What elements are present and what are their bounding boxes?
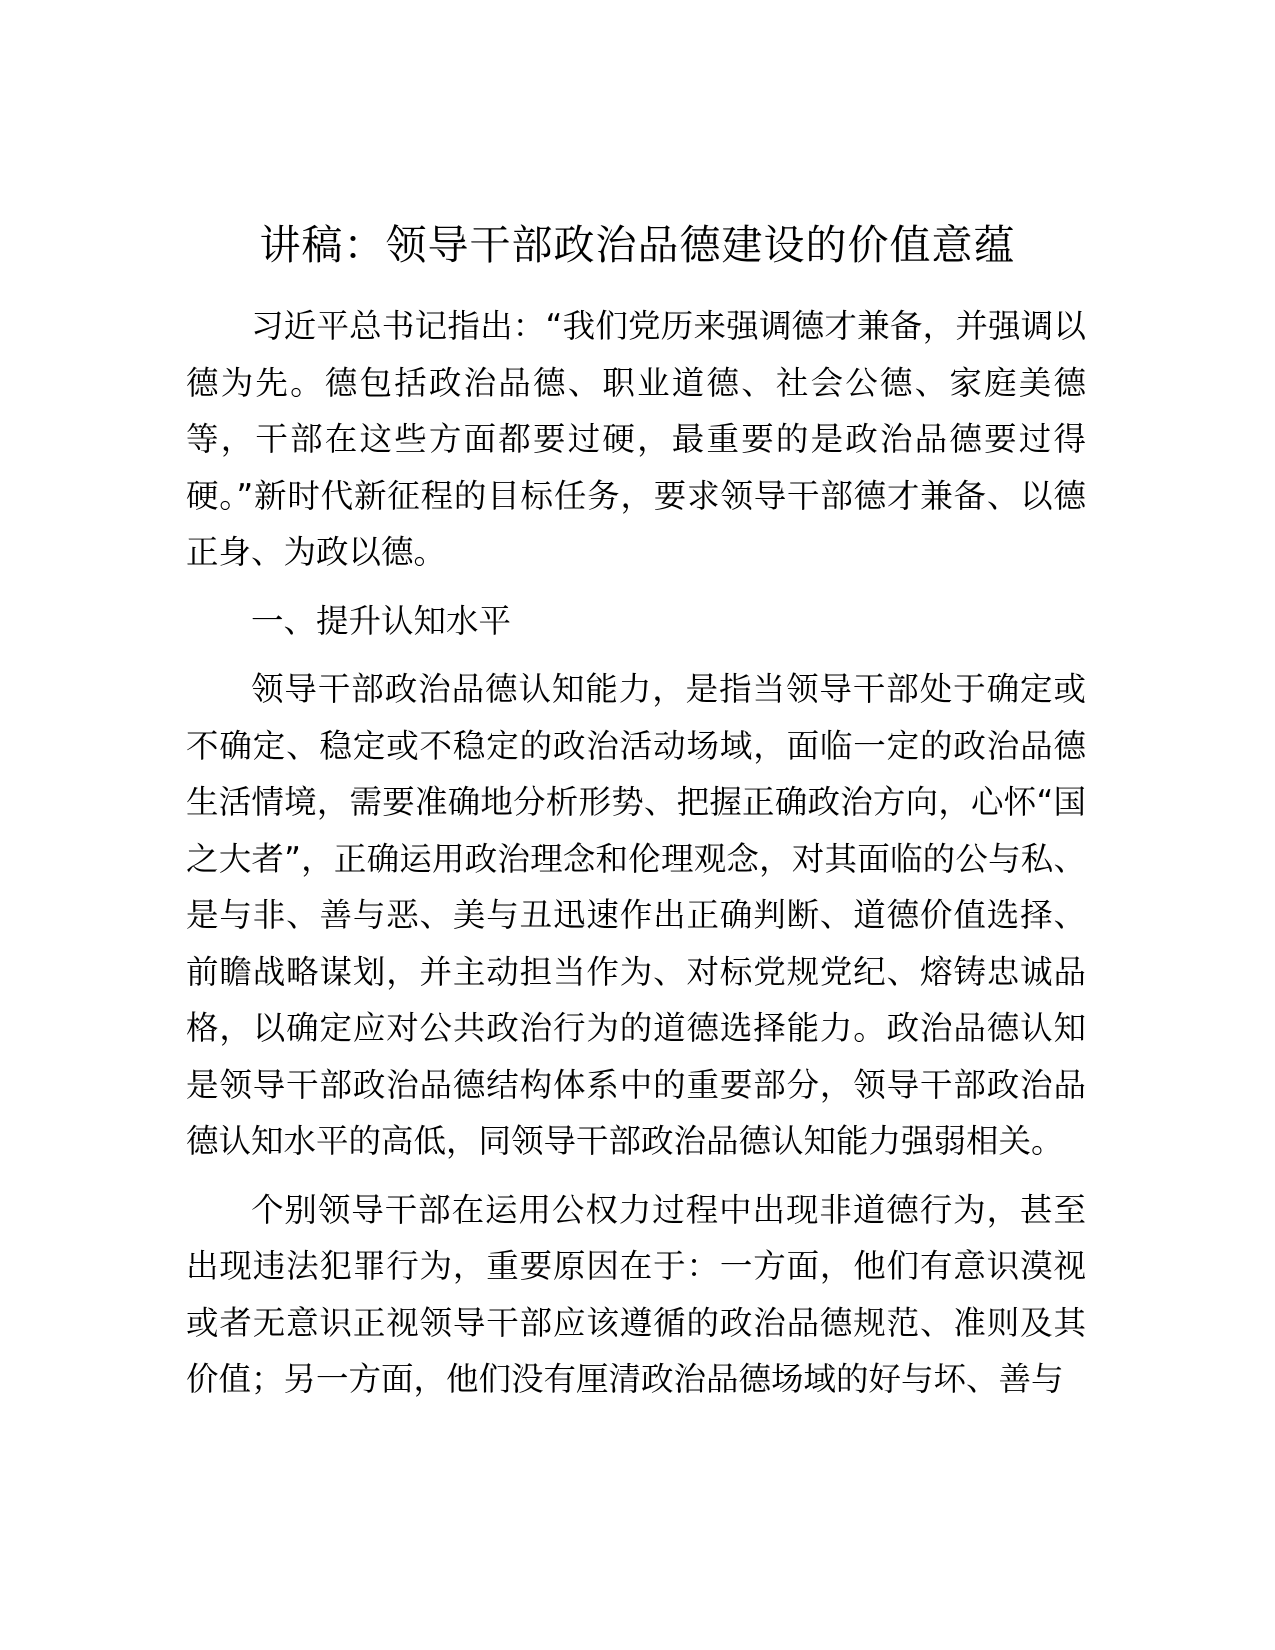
section-heading-1: 一、提升认知水平 — [251, 601, 512, 640]
document-title: 讲稿：领导干部政治品德建设的价值意蕴 — [259, 221, 1016, 269]
paragraph-cognition: 领导干部政治品德认知能力，是指当领导干部处于确定或不确定、稳定或不稳定的政治活动场域，面临一定的政治品德生活情境，需要准确地分析形势、把握正确政治方向，心怀“国之大者”，正确运用政治理念和伦理观念，对其面临的公与私、是与非、善与恶、美与丑迅速作出正确判断、道德价值选择、前瞻战略谋划，并主动担当作为、对标党规党纪、熔铸忠诚品格，以确定应对公共政治行为的道德选择能力。政治品德认知是领导干部政治品德结构体系中的重要部分，领导干部政治品德认知水平的高低，同领导干部政治品德认知能力强弱相关。 — [186, 670, 1086, 1160]
paragraph-problems: 个别领导干部在运用公权力过程中出现非道德行为，甚至出现违法犯罪行为，重要原因在于：一方面，他们有意识漠视或者无意识正视领导干部应该遵循的政治品德规范、准则及其价值；另一方面，他们没有厘清政治品德场域的好与坏、善与 — [186, 1190, 1086, 1398]
document-body — [186, 298, 1086, 1420]
paragraph-intro: 习近平总书记指出：“我们党历来强调德才兼备，并强调以德为先。德包括政治品德、职业道德、社会公德、家庭美德等，干部在这些方面都要过硬，最重要的是政治品德要过得硬。”新时代新征程的目标任务，要求领导干部德才兼备、以德正身、为政以德。 — [186, 307, 1086, 571]
